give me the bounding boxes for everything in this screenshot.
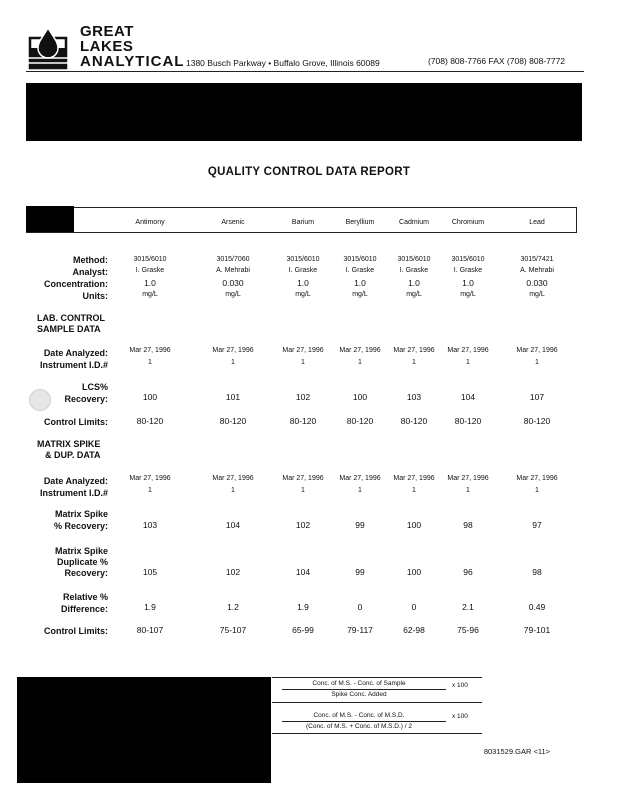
ms-control-limit-cell: 62-98 — [403, 625, 425, 635]
ms-instrument-cell: 1 — [301, 487, 305, 494]
units-cell: mg/L — [406, 291, 422, 298]
lcs-date-cell: Mar 27, 1996 — [212, 347, 254, 354]
analyst-cell: A. Mehrabi — [216, 267, 250, 274]
logo-line-3: ANALYTICAL — [80, 53, 185, 70]
label-instrument-lcs: Instrument I.D.# — [39, 360, 108, 370]
section-matrix-line1: MATRIX SPIKE — [37, 439, 101, 449]
concentration-cell: 0.030 — [526, 278, 548, 288]
label-date-analyzed-lcs: Date Analyzed: — [43, 348, 108, 358]
ms-instrument-cell: 1 — [231, 487, 235, 494]
label-control-limits-lcs: Control Limits: — [44, 417, 108, 427]
units-cell: mg/L — [295, 291, 311, 298]
column-header: Beryllium — [345, 219, 375, 226]
lcs-instrument-cell: 1 — [535, 359, 539, 366]
section-lab-control — [37, 313, 105, 335]
lcs-date-cell: Mar 27, 1996 — [516, 347, 558, 354]
label-msd-line3: Recovery: — [64, 568, 108, 578]
redacted-block-header — [26, 83, 582, 141]
method-cell: 3015/6010 — [451, 256, 485, 263]
ms-recovery-cell: 97 — [532, 520, 542, 530]
rpd-cell: 2.1 — [462, 602, 474, 612]
ms-date-cell: Mar 27, 1996 — [447, 475, 489, 482]
msd-recovery-cell: 102 — [225, 567, 241, 577]
concentration-cell: 1.0 — [354, 278, 366, 288]
label-rpd-line1: Relative % — [62, 592, 108, 602]
company-address: 1380 Busch Parkway • Buffalo Grove, Illinois 60089 — [186, 58, 380, 68]
ms-control-limit-cell: 80-107 — [136, 625, 164, 635]
msd-recovery-cell: 105 — [142, 567, 158, 577]
analyst-cell: A. Mehrabi — [520, 267, 554, 274]
lcs-recovery-cell: 100 — [352, 392, 368, 402]
label-msd-line1: Matrix Spike — [54, 546, 108, 556]
lcs-recovery-cell: 102 — [295, 392, 311, 402]
rpd-cell: 1.9 — [297, 602, 309, 612]
lcs-date-cell: Mar 27, 1996 — [393, 347, 435, 354]
ms-date-cell: Mar 27, 1996 — [129, 475, 171, 482]
company-logo-text — [80, 24, 184, 69]
report-title: QUALITY CONTROL DATA REPORT — [207, 166, 411, 178]
lcs-date-cell: Mar 27, 1996 — [447, 347, 489, 354]
column-header: Barium — [291, 219, 315, 226]
label-ms-recovery-line2: % Recovery: — [53, 521, 108, 531]
lcs-control-limit-cell: 80-120 — [454, 416, 482, 426]
method-cell: 3015/7421 — [520, 256, 554, 263]
rpd-cell: 0 — [357, 602, 363, 612]
ms-control-limit-cell: 75-96 — [457, 625, 479, 635]
ms-control-limit-cell: 79-117 — [347, 625, 373, 635]
label-date-analyzed-ms: Date Analyzed: — [43, 476, 108, 486]
analyst-cell: I. Graske — [345, 267, 375, 274]
formula-bottom-rule — [272, 733, 482, 734]
formula1-numerator: Conc. of M.S. - Conc. of Sample — [312, 680, 406, 687]
units-cell: mg/L — [225, 291, 241, 298]
formula2-numerator: Conc. of M.S. - Conc. of M.S.D. — [313, 712, 405, 719]
section-matrix-spike — [37, 439, 101, 461]
lcs-instrument-cell: 1 — [412, 359, 416, 366]
ms-date-cell: Mar 27, 1996 — [393, 475, 435, 482]
method-cell: 3015/6010 — [133, 256, 167, 263]
formula2-multiplier: x 100 — [452, 713, 468, 720]
lcs-recovery-cell: 100 — [142, 392, 158, 402]
section-lab-control-line1: LAB. CONTROL — [37, 313, 105, 323]
label-rpd-line2: Difference: — [60, 604, 108, 614]
ms-date-cell: Mar 27, 1996 — [339, 475, 381, 482]
label-analyst: Analyst: — [72, 267, 108, 277]
label-lcs-line2: Recovery: — [64, 394, 108, 404]
ms-instrument-cell: 1 — [466, 487, 470, 494]
lcs-control-limit-cell: 80-120 — [289, 416, 317, 426]
label-units: Units: — [82, 291, 108, 301]
formula2-denominator: (Conc. of M.S. + Conc. of M.S.D.) / 2 — [305, 723, 413, 730]
units-cell: mg/L — [460, 291, 476, 298]
redacted-block-footer — [17, 677, 271, 783]
lcs-control-limit-cell: 80-120 — [136, 416, 164, 426]
ms-instrument-cell: 1 — [358, 487, 362, 494]
msd-recovery-cell: 96 — [463, 567, 473, 577]
ms-date-cell: Mar 27, 1996 — [212, 475, 254, 482]
msd-recovery-cell: 100 — [406, 567, 422, 577]
concentration-cell: 1.0 — [297, 278, 309, 288]
label-control-limits-ms: Control Limits: — [44, 626, 108, 636]
formula-middle-rule — [272, 702, 482, 703]
ms-date-cell: Mar 27, 1996 — [282, 475, 324, 482]
logo-icon — [28, 24, 74, 74]
lcs-control-limit-cell: 80-120 — [219, 416, 247, 426]
lcs-control-limit-cell: 80-120 — [523, 416, 551, 426]
formula1-denominator: Spike Conc. Added — [331, 691, 387, 698]
units-cell: mg/L — [352, 291, 368, 298]
ms-instrument-cell: 1 — [148, 487, 152, 494]
lcs-date-cell: Mar 27, 1996 — [129, 347, 171, 354]
column-header: Cadmium — [399, 219, 429, 226]
lcs-control-limit-cell: 80-120 — [400, 416, 428, 426]
concentration-cell: 1.0 — [462, 278, 474, 288]
msd-recovery-cell: 99 — [355, 567, 365, 577]
formula-top-rule — [272, 677, 482, 678]
label-ms-recovery-line1: Matrix Spike — [54, 509, 108, 519]
rpd-cell: 1.2 — [227, 602, 239, 612]
column-header: Antimony — [135, 219, 165, 226]
msd-recovery-cell: 98 — [532, 567, 542, 577]
lcs-instrument-cell: 1 — [148, 359, 152, 366]
rpd-cell: 0.49 — [528, 602, 546, 612]
ms-recovery-cell: 104 — [225, 520, 241, 530]
column-header: Chromium — [451, 219, 485, 226]
ms-recovery-cell: 102 — [295, 520, 311, 530]
ms-instrument-cell: 1 — [412, 487, 416, 494]
ms-control-limit-cell: 75-107 — [219, 625, 247, 635]
formula1-bar — [282, 689, 446, 690]
lcs-instrument-cell: 1 — [301, 359, 305, 366]
method-cell: 3015/6010 — [343, 256, 377, 263]
lcs-recovery-cell: 101 — [225, 392, 241, 402]
ms-recovery-cell: 103 — [142, 520, 158, 530]
units-cell: mg/L — [142, 291, 158, 298]
lcs-recovery-cell: 104 — [460, 392, 476, 402]
lcs-instrument-cell: 1 — [358, 359, 362, 366]
method-cell: 3015/7060 — [216, 256, 250, 263]
logo-line-2: LAKES — [80, 38, 134, 55]
header-rule — [26, 71, 584, 72]
section-matrix-line2: & DUP. DATA — [45, 450, 101, 460]
method-cell: 3015/6010 — [397, 256, 431, 263]
analyst-cell: I. Graske — [288, 267, 318, 274]
lcs-recovery-cell: 103 — [406, 392, 422, 402]
ms-date-cell: Mar 27, 1996 — [516, 475, 558, 482]
column-header: Arsenic — [221, 219, 245, 226]
rpd-cell: 0 — [411, 602, 417, 612]
units-cell: mg/L — [529, 291, 545, 298]
section-lab-control-line2: SAMPLE DATA — [37, 324, 101, 334]
ms-instrument-cell: 1 — [535, 487, 539, 494]
ms-control-limit-cell: 79-101 — [523, 625, 551, 635]
msd-recovery-cell: 104 — [295, 567, 311, 577]
analyst-cell: I. Graske — [453, 267, 483, 274]
formula1-multiplier: x 100 — [452, 682, 468, 689]
method-cell: 3015/6010 — [286, 256, 320, 263]
lcs-control-limit-cell: 80-120 — [346, 416, 374, 426]
ms-recovery-cell: 98 — [463, 520, 473, 530]
formula2-bar — [282, 721, 446, 722]
lcs-instrument-cell: 1 — [466, 359, 470, 366]
label-lcs-line1: LCS% — [81, 382, 108, 392]
lcs-date-cell: Mar 27, 1996 — [282, 347, 324, 354]
footer-reference: 8031529.GAR <11> — [483, 747, 550, 756]
lcs-recovery-cell: 107 — [529, 392, 545, 402]
logo-line-1: GREAT — [80, 23, 134, 40]
concentration-cell: 0.030 — [222, 278, 244, 288]
label-concentration: Concentration: — [44, 279, 108, 289]
ms-control-limit-cell: 65-99 — [292, 625, 314, 635]
analyst-cell: I. Graske — [135, 267, 165, 274]
redacted-block-corner — [26, 206, 74, 232]
ms-recovery-cell: 99 — [355, 520, 365, 530]
concentration-cell: 1.0 — [408, 278, 420, 288]
label-msd-line2: Duplicate % — [56, 557, 108, 567]
lcs-instrument-cell: 1 — [231, 359, 235, 366]
column-header: Lead — [529, 219, 545, 226]
rpd-cell: 1.9 — [144, 602, 156, 612]
company-phone: (708) 808-7766 FAX (708) 808-7772 — [428, 56, 566, 66]
concentration-cell: 1.0 — [144, 278, 156, 288]
analyst-cell: I. Graske — [399, 267, 429, 274]
lcs-date-cell: Mar 27, 1996 — [339, 347, 381, 354]
ms-recovery-cell: 100 — [406, 520, 422, 530]
hole-punch-mark — [29, 389, 51, 411]
label-instrument-ms: Instrument I.D.# — [39, 488, 108, 498]
label-method: Method: — [73, 255, 108, 265]
